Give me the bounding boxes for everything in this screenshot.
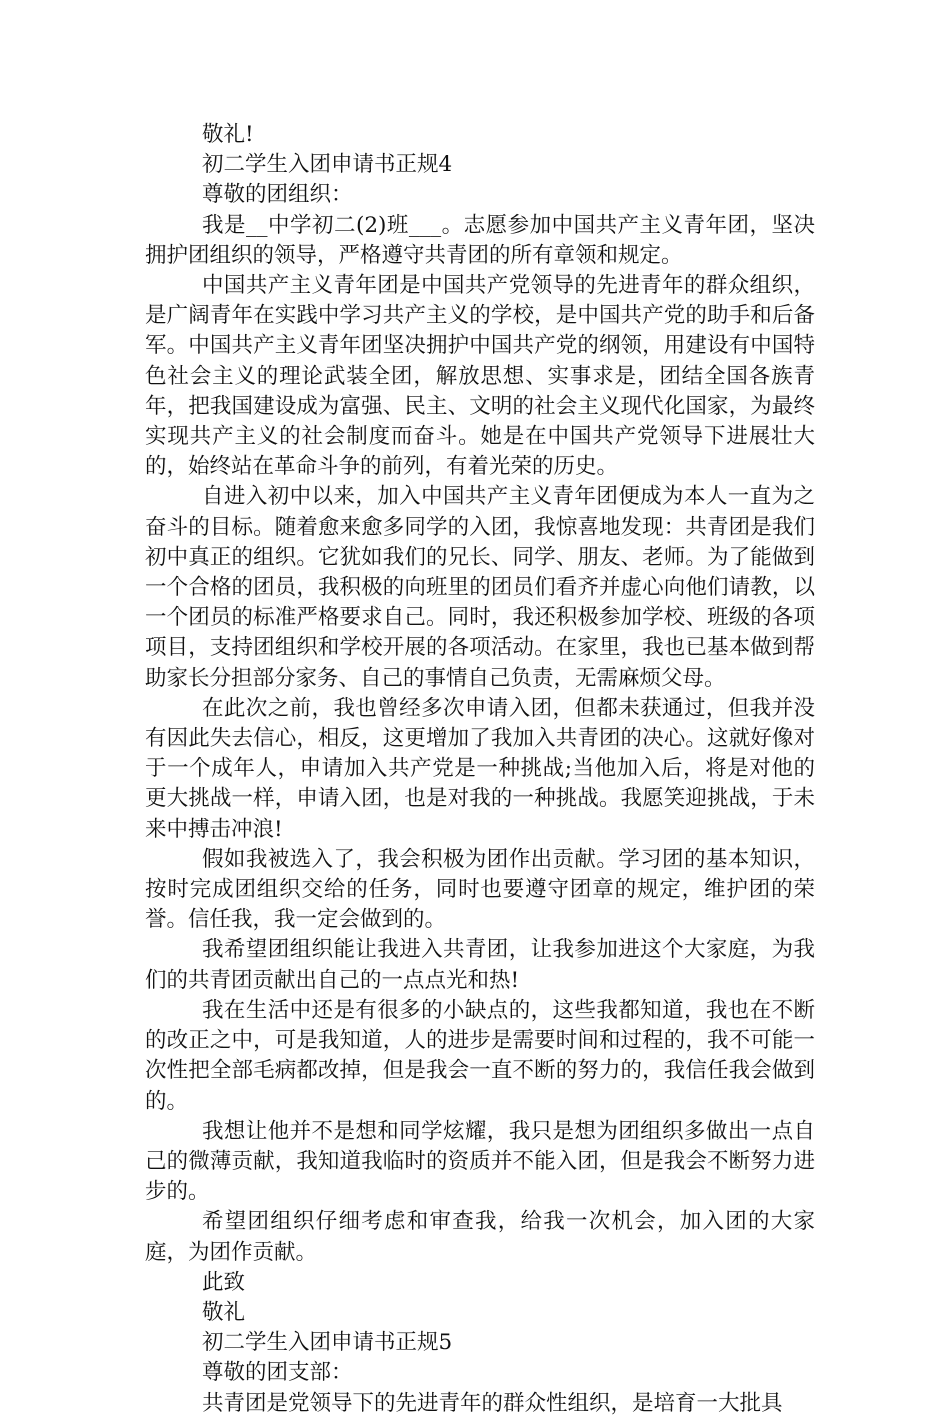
body-paragraph-1: 我是__中学初二(2)班___。志愿参加中国共产主义青年团，坚决拥护团组织的领导，严格遵守共青团的所有章领和规定。 — [145, 212, 815, 268]
body-paragraph-2: 中国共产主义青年团是中国共产党领导的先进青年的群众组织，是广阔青年在实践中学习共产主义的学校，是中国共产党的助手和后备军。中国共产主义青年团坚决拥护中国共产党的纲领，用建设有中国特色社会主义的理论武装全团，解放思想、实事求是，团结全国各族青年，把我国建设成为富强、民主、文明的社会主义现代化国家，为最终实现共产主义的社会制度而奋斗。她是在中国共产党领导下进展壮大的，始终站在革命斗争的前列，有着光荣的历史。 — [145, 273, 815, 480]
section-title-4: 初二学生入团申请书正规4 — [202, 152, 453, 178]
body-paragraph-7: 我在生活中还是有很多的小缺点的，这些我都知道，我也在不断的改正之中，可是我知道，人的进步是需要时间和过程的，我不可能一次性把全部毛病都改掉，但是我会一直不断的努力的，我信任我会做到的。 — [145, 997, 815, 1114]
salutation-5: 尊敬的团支部： — [202, 1360, 353, 1386]
body-paragraph-4: 在此次之前，我也曾经多次申请入团，但都未获通过，但我并没有因此失去信心，相反，这更增加了我加入共青团的决心。这就好像对于一个成年人，申请加入共产党是一种挑战;当他加入后，将是对他的更大挑战一样，申请入团，也是对我的一种挑战。我愿笑迎挑战，于未来中搏击冲浪! — [145, 695, 815, 842]
body-paragraph-8: 我想让他并不是想和同学炫耀，我只是想为团组织多做出一点自己的微薄贡献，我知道我临时的资质并不能入团，但是我会不断努力进步的。 — [145, 1118, 815, 1205]
body-last-line: 共青团是党领导下的先进青年的群众性组织，是培育一大批具 — [202, 1390, 783, 1416]
body-paragraph-9: 希望团组织仔细考虑和审查我，给我一次机会，加入团的大家庭，为团作贡献。 — [145, 1209, 815, 1265]
body-paragraph-3: 自进入初中以来，加入中国共产主义青年团便成为本人一直为之奋斗的目标。随着愈来愈多同学的入团，我惊喜地发现：共青团是我们初中真正的组织。它犹如我们的兄长、同学、朋友、老师。为了能做到一个合格的团员，我积极的向班里的团员们看齐并虚心向他们请教，以一个团员的标准严格要求自己。同时，我还积极参加学校、班级的各项项目，支持团组织和学校开展的各项活动。在家里，我也已基本做到帮助家长分担部分家务、自己的事情自己负责，无需麻烦父母。 — [145, 484, 815, 691]
section-title-5: 初二学生入团申请书正规5 — [202, 1330, 453, 1356]
body-paragraph-6: 我希望团组织能让我进入共青团，让我参加进这个大家庭，为我们的共青团贡献出自己的一点点光和热! — [145, 937, 815, 993]
document-page — [145, 120, 815, 1419]
body-paragraph-5: 假如我被选入了，我会积极为团作出贡献。学习团的基本知识，按时完成团组织交给的任务，同时也要遵守团章的规定，维护团的荣誉。信任我，我一定会做到的。 — [145, 846, 815, 933]
salutation-4: 尊敬的团组织： — [202, 182, 353, 208]
closing-salute-top: 敬礼! — [202, 122, 254, 147]
closing-cizhi: 此致 — [202, 1269, 246, 1295]
closing-jingli: 敬礼 — [202, 1299, 246, 1325]
